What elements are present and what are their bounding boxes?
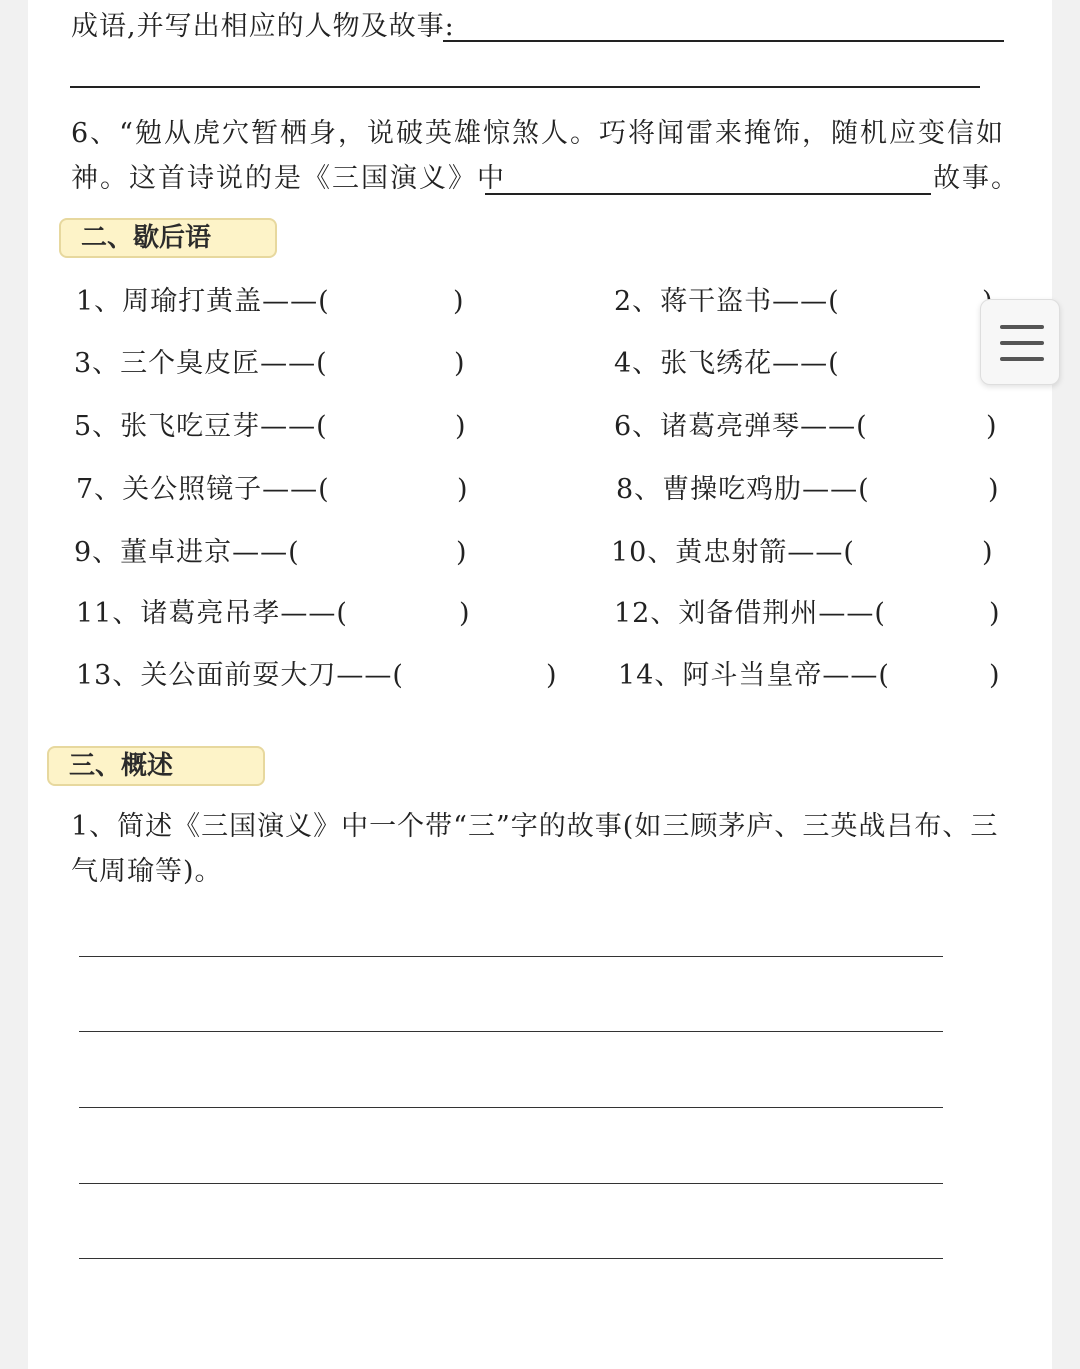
xiehouyu-item: 6、诸葛亮弹琴——( (614, 411, 868, 442)
xiehouyu-item: 9、董卓进京——( (74, 537, 300, 568)
intro-text: 成语,并写出相应的人物及故事: (71, 11, 455, 42)
xiehouyu-item: 5、张飞吃豆芽——( (74, 411, 328, 442)
question-overview-line-2: 气周瑜等)。 (71, 856, 223, 887)
question-6-line-2-suffix: 故事。 (933, 163, 1020, 194)
closing-paren: ) (453, 286, 464, 317)
closing-paren: ) (454, 348, 465, 379)
closing-paren: ) (455, 411, 466, 442)
writing-line (79, 1107, 943, 1108)
answer-line (443, 40, 1004, 42)
section-heading-xiehouyu: 二、歇后语 (59, 218, 277, 258)
closing-paren: ) (457, 474, 468, 505)
writing-line (79, 956, 943, 957)
xiehouyu-item: 11、诸葛亮吊孝——( (76, 598, 348, 629)
xiehouyu-item: 2、蒋干盗书——( (614, 286, 840, 317)
answer-line (485, 193, 931, 195)
xiehouyu-item: 4、张飞绣花——( (614, 348, 840, 379)
closing-paren: ) (989, 660, 1000, 691)
closing-paren: ) (456, 537, 467, 568)
xiehouyu-item: 12、刘备借荆州——( (614, 598, 886, 629)
menu-button[interactable] (980, 299, 1060, 385)
closing-paren: ) (546, 660, 557, 691)
xiehouyu-item: 7、关公照镜子——( (76, 474, 330, 505)
section-heading-overview: 三、概述 (47, 746, 265, 786)
question-overview-line-1: 1、简述《三国演义》中一个带“三”字的故事(如三顾茅庐、三英战吕布、三 (71, 811, 999, 842)
xiehouyu-item: 3、三个臭皮匠——( (74, 348, 328, 379)
closing-paren: ) (982, 537, 993, 568)
closing-paren: ) (986, 411, 997, 442)
question-6-line-2-prefix: 神。这首诗说的是《三国演义》中 (71, 163, 506, 194)
writing-line (79, 1258, 943, 1259)
closing-paren: ) (988, 474, 999, 505)
question-6-line-1: 6、“勉从虎穴暂栖身，说破英雄惊煞人。巧将闻雷来掩饰，随机应变信如 (71, 118, 1005, 149)
writing-line (79, 1031, 943, 1032)
closing-paren: ) (989, 598, 1000, 629)
xiehouyu-item: 14、阿斗当皇帝——( (618, 660, 890, 691)
answer-line (70, 86, 980, 88)
xiehouyu-item: 8、曹操吃鸡肋——( (616, 474, 870, 505)
writing-line (79, 1183, 943, 1184)
xiehouyu-item: 1、周瑜打黄盖——( (76, 286, 330, 317)
closing-paren: ) (459, 598, 470, 629)
xiehouyu-item: 13、关公面前耍大刀——( (76, 660, 404, 691)
xiehouyu-item: 10、黄忠射箭——( (611, 537, 855, 568)
